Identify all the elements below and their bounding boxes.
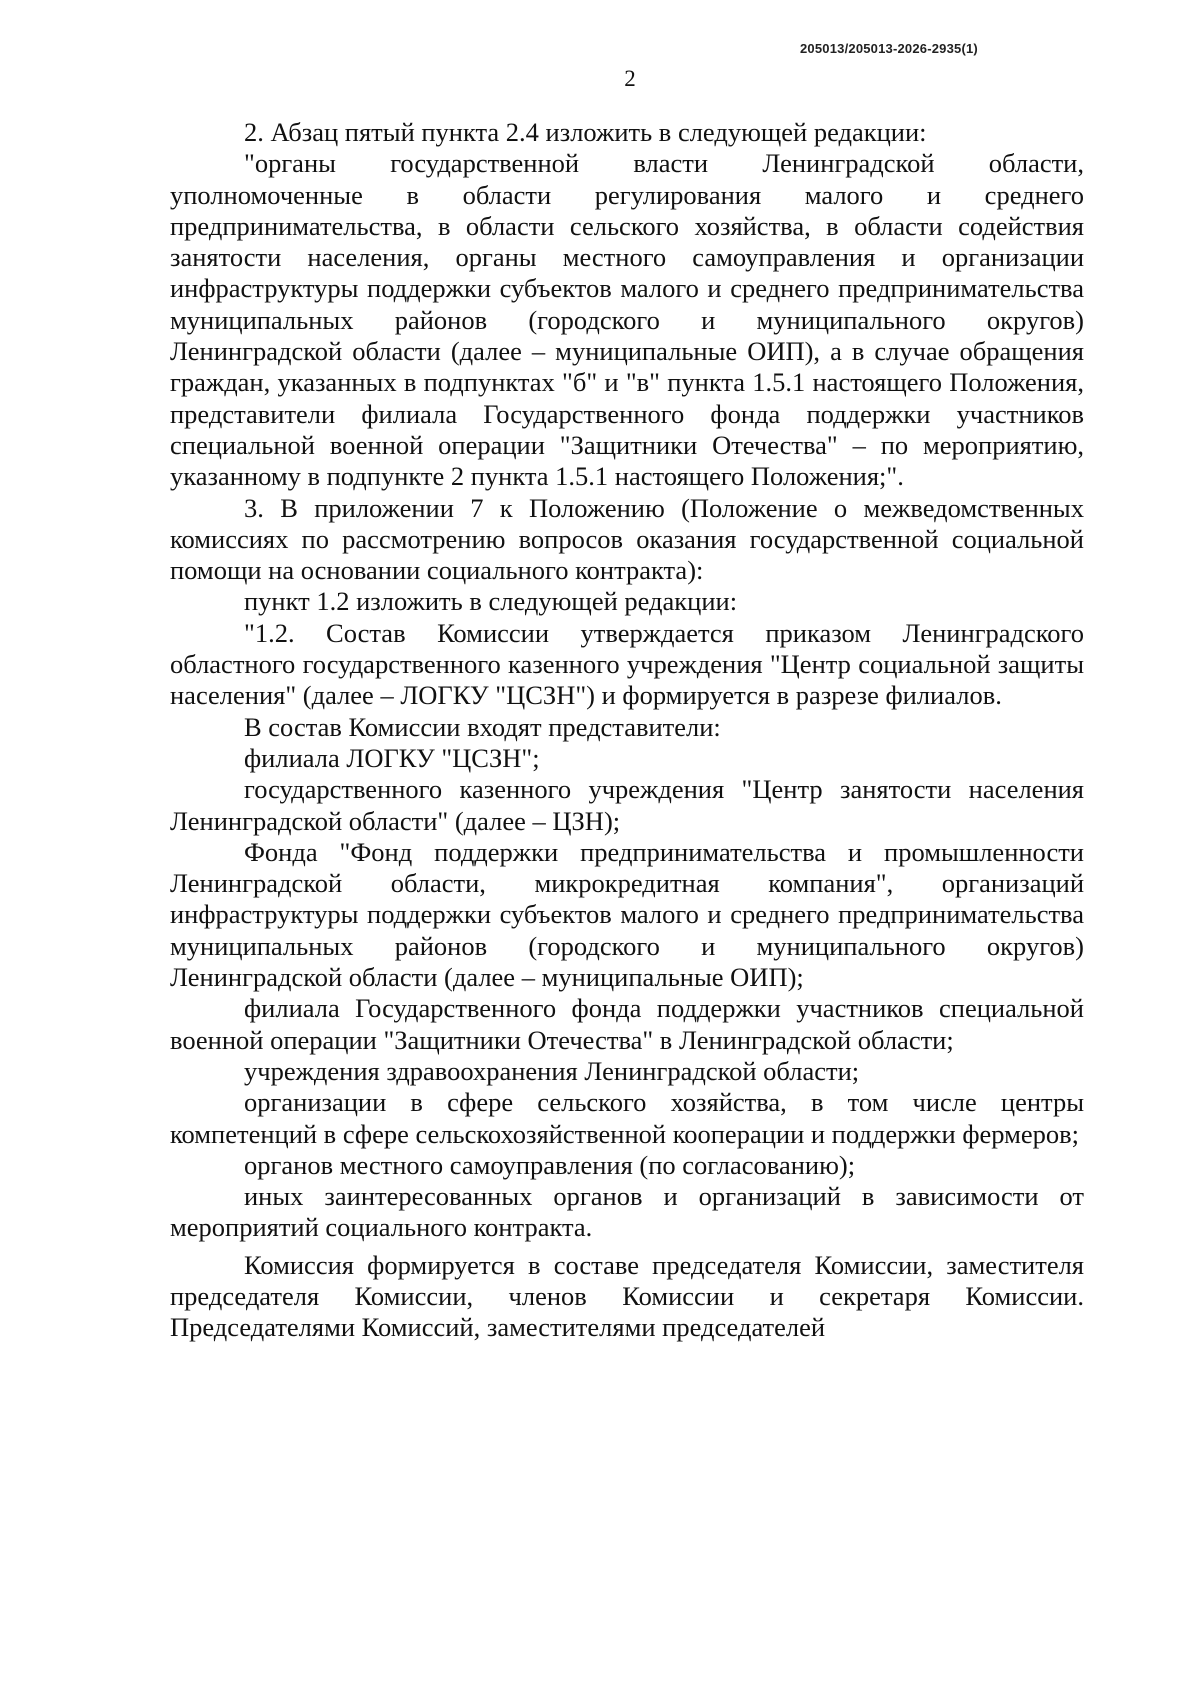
document-registration-number: 205013/205013-2026-2935(1) (800, 41, 978, 56)
paragraph-item-3-heading: 3. В приложении 7 к Положению (Положение о межведомственных комиссиях по рассмотрению вопросов оказания государственной социальной помощи на основании социального контракта): (170, 492, 1084, 586)
paragraph-clause-1-2-instruction: пункт 1.2 изложить в следующей редакции: (244, 586, 738, 617)
paragraph-member-other-organizations: иных заинтересованных органов и организаций в зависимости от мероприятий социального контракта. (170, 1181, 1084, 1243)
paragraph-member-agriculture: организации в сфере сельского хозяйства, в том числе центры компетенций в сфере сельскохозяйственной кооперации и поддержки фермеров; (170, 1087, 1084, 1149)
paragraph-member-branch-logku: филиала ЛОГКУ "ЦСЗН"; (244, 742, 540, 773)
paragraph-commission-composition: Комиссия формируется в составе председателя Комиссии, заместителя председателя Комиссии, членов Комиссии и секретаря Комиссии. Председателями Комиссий, заместителями председателей (170, 1249, 1084, 1343)
paragraph-item-2-quoted-text: "органы государственной власти Ленинградской области, уполномоченные в области регулирования малого и среднего предпринимательства, в области сельского хозяйства, в области содействия занятости населения, органы местного самоуправления и организации инфраструктуры поддержки субъектов малого и среднего предпринимательства муниципальных районов (городского и муниципального округов) Ленинградской области (далее – муниципальные ОИП), а в случае обращения граждан, указанных в подпунктах "б" и "в" пункта 1.5.1 настоящего Положения, представители филиала Государственного фонда поддержки участников специальной военной операции "Защитники Отечества" – по мероприятию, указанному в подпункте 2 пункта 1.5.1 настоящего Положения;". (170, 148, 1084, 492)
paragraph-commission-members-intro: В состав Комиссии входят представители: (244, 711, 721, 742)
paragraph-member-local-government: органов местного самоуправления (по согласованию); (244, 1149, 856, 1180)
paragraph-item-2-heading: 2. Абзац пятый пункта 2.4 изложить в следующей редакции: (244, 117, 927, 147)
paragraph-member-employment-center: государственного казенного учреждения "Центр занятости населения Ленинградской области" (далее – ЦЗН); (170, 774, 1084, 836)
document-body (170, 117, 1084, 1344)
paragraph-member-business-fund: Фонда "Фонд поддержки предпринимательства и промышленности Ленинградской области, микрокредитная компания", организаций инфраструктуры поддержки субъектов малого и среднего предпринимательства муниципальных районов (городского и муниципального округов) Ленинградской области (далее – муниципальные ОИП); (170, 836, 1084, 993)
page-number: 2 (624, 66, 636, 91)
paragraph-clause-1-2-text: "1.2. Состав Комиссии утверждается приказом Ленинградского областного государственного казенного учреждения "Центр социальной защиты населения" (далее – ЛОГКУ "ЦСЗН") и формируется в разрезе филиалов. (170, 617, 1084, 711)
paragraph-member-healthcare: учреждения здравоохранения Ленинградской области; (244, 1055, 860, 1086)
paragraph-member-defenders-fund: филиала Государственного фонда поддержки участников специальной военной операции "Защитники Отечества" в Ленинградской области; (170, 993, 1084, 1055)
